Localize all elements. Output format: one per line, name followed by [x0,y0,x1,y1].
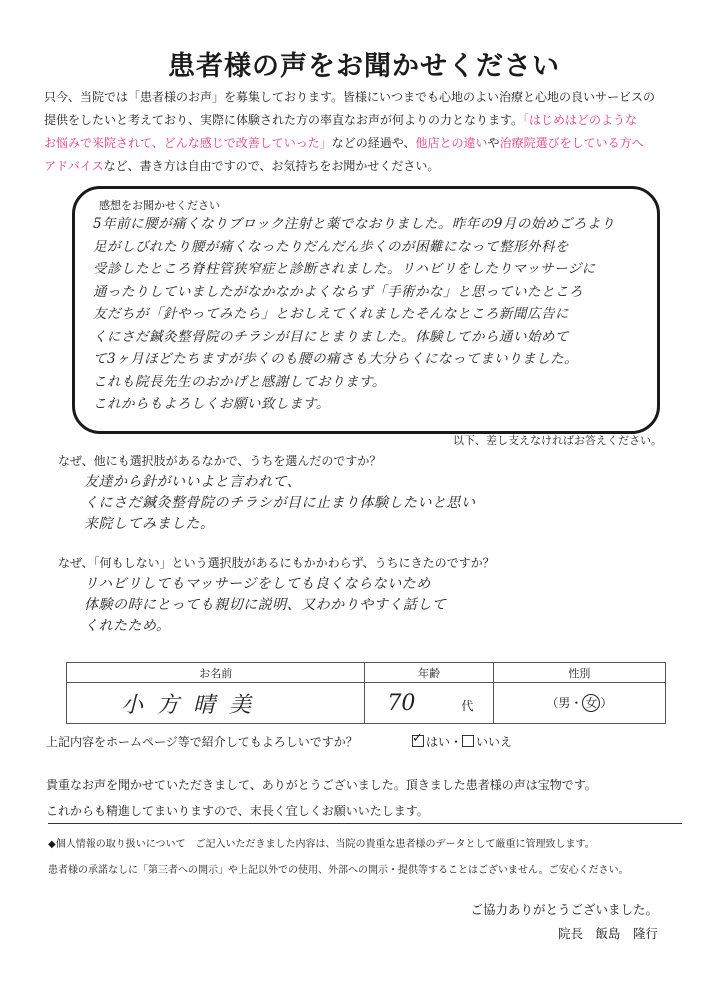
privacy-notice [48,832,629,884]
gender-selected-female: 女 [582,694,600,712]
question-why-came: なぜ、「何もしない」という選択肢があるにもかかわらず、うちにきたのですか？ [58,556,495,570]
answer-line: 体験の時にとっても親切に説明、又わかりやすく話して [84,597,447,613]
thanks-line-2: これからも精進してまいりますので、末長く宜しくお願いいたします。 [46,804,429,818]
answer-line: 友達から針がいいよと言われて、 [84,474,302,490]
intro-text: や [487,136,500,150]
intro-line-2 [44,109,694,132]
name-cell [67,683,365,724]
gender-header: 性別 [493,663,665,683]
gender-close: ） [600,696,613,710]
intro-highlight: お悩みで来院されて、どんな感じで改善していった」 [44,136,332,150]
page-title: 患者様の声をお聞かせください [168,51,560,82]
impression-line: 友だちが「針やってみたら」とおしえてくれましたそんなところ新聞広告に [93,306,569,322]
age-unit: 代 [461,699,474,713]
consent-separator: ・ [450,735,463,749]
impression-line: くにさだ鍼灸整骨院のチラシが目にとまりました。体験してから通い始めて [93,328,569,345]
closing-thanks: ご協力ありがとうございました。 [470,902,658,917]
intro-highlight: 治療院選びをしている方へ [499,136,644,150]
age-value: 70 [387,691,416,716]
gender-options [494,694,665,712]
name-header: お名前 [67,663,365,683]
privacy-line-2: 患者様の承諾なしに「第三者への開示」や上記以外での使用、外部への開示・提供等することはございません。ご安心ください。 [48,865,629,876]
patient-info-table [66,662,666,724]
answer-line: くれたため。 [84,618,171,634]
impression-text [93,213,643,416]
impression-label: 感想をお聞かせください [99,199,220,212]
signature: 院長 飯島 隆行 [557,926,658,941]
consent-question: 上記内容をホームページ等で紹介してもよろしいですか？ [46,735,358,749]
intro-line-4 [44,155,694,178]
intro-text: など、書き方は自由ですので、お気持ちをお聞かせください。 [103,159,440,173]
gender-cell [493,683,665,724]
impression-line: 5年前に腰が痛くなりブロック注射と薬でなおりました。昨年の9月の始めごろより [93,216,615,232]
consent-choice [412,733,512,750]
consent-no-checkbox [462,735,474,747]
divider [48,823,682,824]
answer-line: くにさだ鍼灸整骨院のチラシが目に止まり体験したいと思い [84,495,476,511]
intro-line-3 [44,132,694,155]
consent-no-label: いいえ [476,735,513,749]
thanks-message [46,772,597,824]
impression-line: これも院長先生のおかげと感謝しております。 [93,373,386,390]
consent-yes-label: はい [426,735,451,749]
intro-text: などの経過や、 [331,136,416,150]
intro-paragraph [44,86,694,178]
question-why-chosen: なぜ、他にも選択肢があるなかで、うちを選んだのですか？ [58,454,382,468]
impression-line: 通ったりしていましたがなかなかよくならず「手術かな」と思っていたところ [93,283,583,300]
age-header: 年齢 [365,663,493,683]
answer-why-came [84,574,446,637]
thanks-line-1: 貴重なお声を聞かせていただきまして、ありがとうございました。頂きました患者様の声は宝物です。 [46,778,597,792]
impression-line: 受診したところ脊柱管狭窄症と診断されました。リハビリをしたりマッサージに [93,261,596,277]
consent-yes-checkbox [412,735,424,747]
impression-line: 足がしびれたり腰が痛くなったりだんだん歩くのが困難になって整形外科を [93,238,569,255]
impression-box [72,186,660,434]
answer-why-chosen [84,472,476,535]
intro-line-1: 只今、当院では「患者様のお声」を募集しております。皆様にいつまでも心地のよい治療と心地の良いサービスの [44,90,656,104]
impression-line: て3ヶ月ほどたちますが歩くのも腰の痛さも大分らくになってまいりました。 [93,351,579,367]
age-cell [365,683,493,724]
impression-line: これからもよろしくお願い致します。 [93,396,330,412]
gender-open: （男・ [546,696,583,710]
closing [470,898,658,946]
answer-line: 来院してみました。 [84,516,215,532]
intro-line-2-text: 提供をしたいと考えており、実際に体験された方の率直なお声が何よりの力となります。 [44,113,524,127]
intro-highlight: アドバイス [44,159,104,173]
optional-note: 以下、差し支えなければお答えください。 [453,434,662,447]
privacy-line-1: ◆個人情報の取り扱いについて ご記入いただきました内容は、当院の貴重な患者様のデータとして厳重に管理致します。 [48,839,595,850]
intro-highlight: 「はじめはどのような [523,113,638,127]
intro-highlight: 他店との違い [415,136,488,150]
name-value: 小方晴美 [121,692,266,718]
answer-line: リハビリしてもマッサージをしても良くならないため [84,576,431,592]
